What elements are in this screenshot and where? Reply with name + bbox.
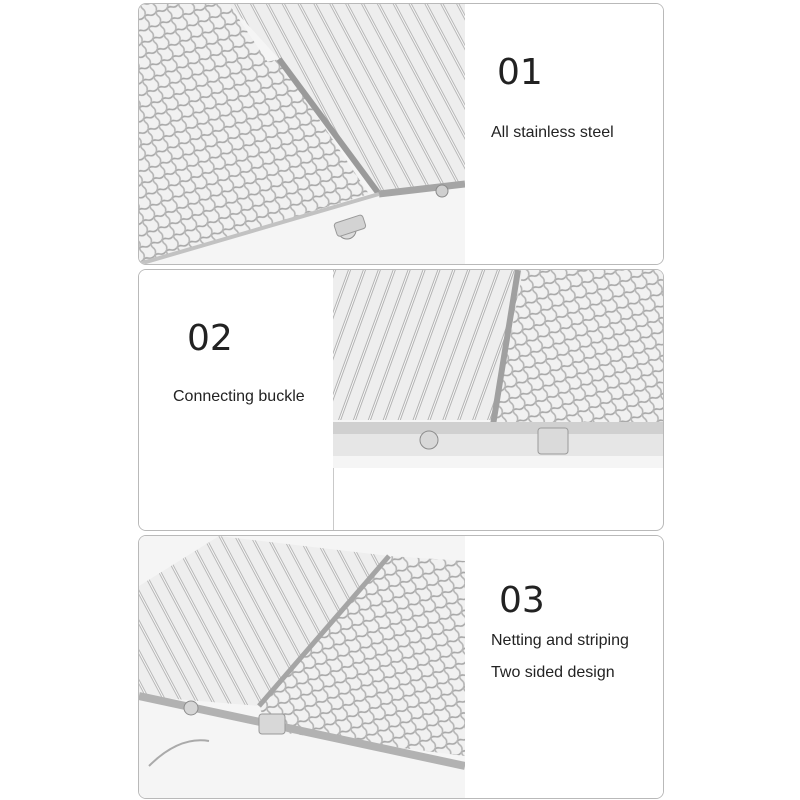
grill-photo-two-sided	[139, 536, 466, 798]
feature-card-3	[138, 535, 664, 799]
grill-photo-buckle	[333, 270, 663, 468]
feature-number: 01	[497, 52, 543, 93]
feature-card-1	[138, 3, 664, 265]
grill-photo-stainless	[139, 4, 466, 264]
feature-number: 02	[187, 318, 233, 359]
grill-illustration-3	[139, 536, 465, 798]
feature-card-2	[138, 269, 664, 531]
feature-caption-netting: Netting and striping	[491, 632, 629, 649]
feature-number: 03	[499, 580, 545, 621]
grill-illustration-2	[333, 270, 663, 468]
feature-caption-two-sided: Two sided design	[491, 664, 615, 681]
feature-caption: Connecting buckle	[173, 388, 305, 405]
grill-illustration-1	[139, 4, 465, 264]
feature-caption: All stainless steel	[491, 124, 614, 141]
